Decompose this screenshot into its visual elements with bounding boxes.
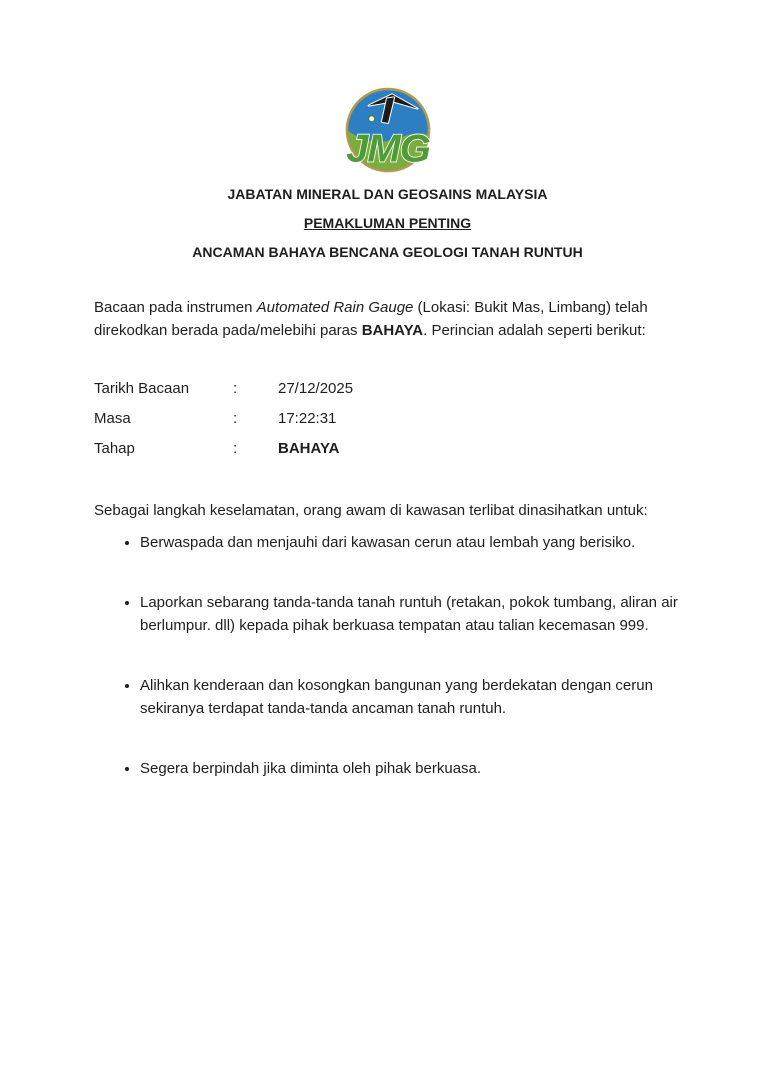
level-label: Tahap [94,440,135,457]
separator: : [233,440,238,457]
intro-paragraph [94,296,686,342]
notice-subject: ANCAMAN BAHAYA BENCANA GEOLOGI TANAH RUNTUH [192,244,583,260]
advisory-item-1: • Berwaspada dan menjauhi dari kawasan cerun atau lembah yang berisiko. [140,531,686,554]
detail-row-time [94,410,686,440]
jmg-logo-graphic [335,84,441,174]
separator: : [233,410,238,427]
date-value: 27/12/2025 [278,380,354,397]
time-value: 17:22:31 [278,410,337,427]
logo-letters: JMG [345,127,430,171]
jmg-logo [335,84,441,174]
instrument-name: Automated Rain Gauge [256,299,414,316]
advisory-list [94,531,686,817]
document-header [0,185,775,261]
agency-name: JABATAN MINERAL DAN GEOSAINS MALAYSIA [227,186,548,202]
advisory-item-2: • Laporkan sebarang tanda-tanda tanah runtuh (retakan, pokok tumbang, aliran air berlumpur. dll) kepada pihak berkuasa tempatan atau talian kecemasan 999. [140,591,686,637]
advisory-item-3: • Alihkan kenderaan dan kosongkan bangunan yang berdekatan dengan cerun sekiranya terdapat tanda-tanda ancaman tanah runtuh. [140,674,686,720]
logo-dot [368,116,374,122]
detail-row-level [94,440,686,470]
advisory-item-4: • Segera berpindah jika diminta oleh pihak berkuasa. [140,757,686,780]
notice-title: PEMAKLUMAN PENTING [303,215,472,231]
advisory-intro: Sebagai langkah keselamatan, orang awam di kawasan terlibat dinasihatkan untuk: [94,502,648,519]
intro-part3: . Perincian adalah seperti berikut: [423,322,646,339]
level-value: BAHAYA [278,440,340,457]
intro-part2: (Lokasi: Bukit Mas, Limbang) telah direkodkan berada pada/melebihi paras [94,299,648,339]
reading-details [94,380,686,470]
separator: : [233,380,238,397]
alert-level-inline: BAHAYA [361,322,424,339]
detail-row-date [94,380,686,410]
date-label: Tarikh Bacaan [94,380,190,397]
time-label: Masa [94,410,131,427]
intro-part1: Bacaan pada instrumen [94,299,257,316]
